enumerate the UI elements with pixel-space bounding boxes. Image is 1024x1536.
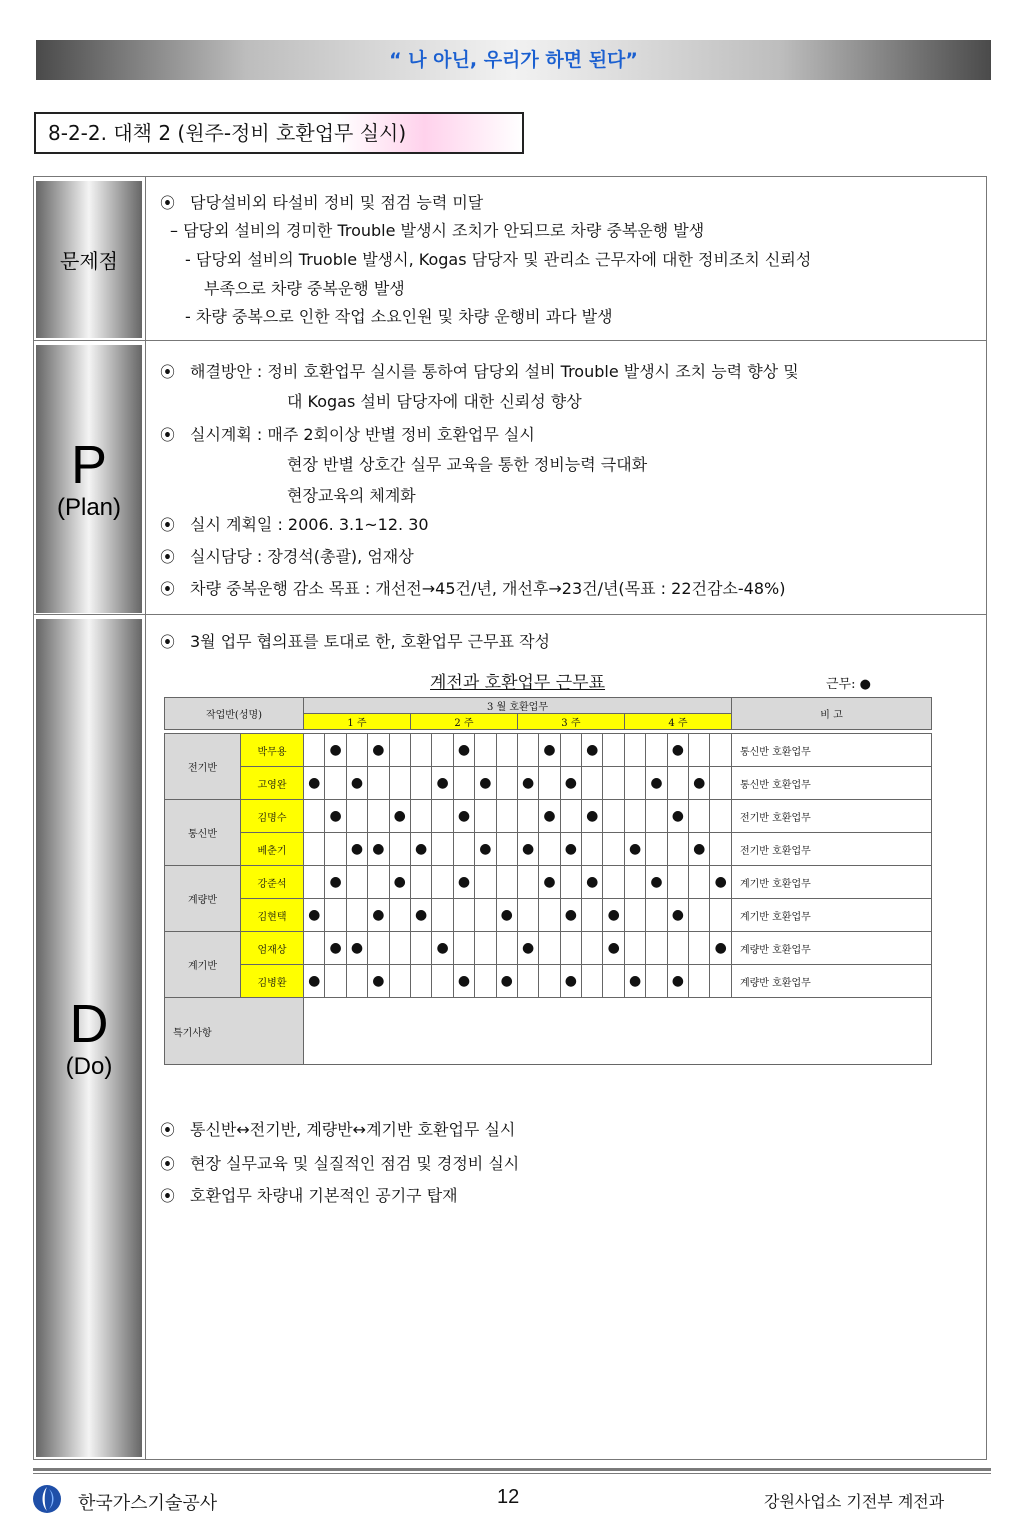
empty-cell [582,899,603,932]
empty-cell [646,800,667,833]
column-divider [145,176,146,1460]
empty-cell [710,965,732,998]
empty-cell [410,932,431,965]
month-header: 3 월 호환업무 [304,698,732,714]
empty-cell [389,932,410,965]
empty-cell [389,833,410,866]
work-dot: ● [368,899,389,932]
empty-cell [667,833,688,866]
empty-cell [432,965,453,998]
team-cell: 통신반 [165,800,241,866]
empty-cell [346,800,367,833]
worker-name: 고영완 [241,767,304,800]
work-dot: ● [432,932,453,965]
empty-cell [496,800,517,833]
work-dot: ● [624,965,645,998]
empty-cell [304,734,325,767]
work-dot: ● [475,833,496,866]
work-dot: ● [560,833,581,866]
row-divider [33,614,987,615]
week-header: 4 주 [624,714,731,730]
problem-item: - 담당외 설비의 Truoble 발생시, Kogas 담당자 및 관리소 근무자에 대한 정비조치 신뢰성 [185,250,812,269]
empty-cell [582,965,603,998]
empty-cell [517,800,538,833]
team-cell: 계기반 [165,932,241,998]
work-dot: ● [453,965,474,998]
work-dot: ● [496,965,517,998]
empty-cell [624,932,645,965]
company-logo-icon [32,1484,62,1514]
empty-cell [432,866,453,899]
empty-cell [603,767,624,800]
table-header-row [165,698,932,714]
empty-cell [475,965,496,998]
work-dot: ● [304,767,325,800]
empty-cell [346,866,367,899]
do-label-cell [36,619,142,1457]
empty-cell [389,767,410,800]
week-header: 2 주 [410,714,517,730]
empty-cell [453,767,474,800]
plan-item: ⦿ 실시담당 : 장경석(총괄), 엄재상 [160,544,414,567]
empty-cell [603,800,624,833]
empty-cell [496,932,517,965]
remarks-header: 비 고 [731,698,931,730]
empty-cell [710,800,732,833]
empty-cell [496,833,517,866]
work-dot: ● [646,767,667,800]
empty-cell [539,932,560,965]
section-title: 8-2-2. 대책 2 (원주-정비 호환업무 실시) [34,112,524,154]
empty-cell [475,899,496,932]
remark-cell: 통신반 호환업무 [731,767,931,800]
footer-rule [33,1473,991,1474]
problem-item: ⦿ 담당설비외 타설비 정비 및 점검 능력 미달 [160,190,483,213]
work-dot: ● [453,866,474,899]
empty-cell [539,899,560,932]
team-cell: 계량반 [165,866,241,932]
empty-cell [368,866,389,899]
week-header: 3 주 [517,714,624,730]
empty-cell [410,734,431,767]
work-dot: ● [667,899,688,932]
empty-cell [304,833,325,866]
slogan-banner [36,40,991,80]
schedule-legend: 근무: ● [826,677,871,692]
empty-cell [603,833,624,866]
worker-name: 김현택 [241,899,304,932]
empty-cell [496,734,517,767]
empty-cell [603,734,624,767]
empty-cell [560,866,581,899]
table-row [165,965,932,998]
empty-cell [325,899,346,932]
table-row [165,734,932,767]
empty-cell [432,833,453,866]
page-number: 12 [497,1486,520,1508]
problem-item: - 차량 중복으로 인한 작업 소요인원 및 차량 운행비 과다 발생 [185,307,613,326]
work-dot: ● [539,800,560,833]
empty-cell [689,899,710,932]
empty-cell [603,866,624,899]
empty-cell [603,965,624,998]
empty-cell [453,899,474,932]
empty-cell [410,866,431,899]
work-dot: ● [560,965,581,998]
empty-cell [410,800,431,833]
plan-item: ⦿ 해결방안 : 정비 호환업무 실시를 통하여 담당외 설비 Trouble 발생시 조치 능력 향상 및 [160,359,799,382]
work-dot: ● [603,899,624,932]
empty-cell [475,932,496,965]
empty-cell [496,767,517,800]
empty-cell [646,833,667,866]
empty-cell [325,767,346,800]
empty-cell [325,965,346,998]
empty-cell [475,800,496,833]
empty-cell [410,965,431,998]
empty-cell [646,965,667,998]
problem-item: – 담당외 설비의 경미한 Trouble 발생시 조치가 안되므로 차량 중복운행 발생 [170,221,705,240]
work-dot: ● [453,734,474,767]
work-dot: ● [389,800,410,833]
work-dot: ● [325,800,346,833]
empty-cell [624,866,645,899]
empty-cell [453,932,474,965]
do-item: ⦿ 호환업무 차량내 기본적인 공기구 탑재 [160,1183,458,1206]
empty-cell [689,734,710,767]
worker-name: 베춘기 [241,833,304,866]
empty-cell [646,899,667,932]
empty-cell [582,767,603,800]
work-dot: ● [432,767,453,800]
empty-cell [475,866,496,899]
empty-cell [432,800,453,833]
empty-cell [646,932,667,965]
work-dot: ● [710,866,732,899]
remark-cell: 통신반 호환업무 [731,734,931,767]
plan-item: ⦿ 실시계획 : 매주 2회이상 반별 정비 호환업무 실시 [160,422,535,445]
work-dot: ● [517,833,538,866]
empty-cell [582,833,603,866]
empty-cell [325,833,346,866]
worker-name: 엄재상 [241,932,304,965]
remark-cell: 전기반 호환업무 [731,800,931,833]
empty-cell [389,965,410,998]
work-dot: ● [346,767,367,800]
remark-cell: 계량반 호환업무 [731,965,931,998]
remark-cell: 계기반 호환업무 [731,866,931,899]
schedule-title: 계전과 호환업무 근무표 [430,673,606,693]
worker-name: 강준석 [241,866,304,899]
slogan-text: “ 나 아닌, 우리가 하면 된다” [389,49,638,71]
do-intro: ⦿ 3월 업무 협의표를 토대로 한, 호환업무 근무표 작성 [160,629,550,652]
empty-cell [346,899,367,932]
remark-cell: 계기반 호환업무 [731,899,931,932]
work-dot: ● [304,965,325,998]
worker-name: 김명수 [241,800,304,833]
work-dot: ● [368,734,389,767]
plan-item: 대 Kogas 설비 담당자에 대한 신뢰성 향상 [287,392,582,411]
plan-item: 현장 반별 상호간 실무 교육을 통한 정비능력 극대화 [287,455,648,474]
table-row [165,866,932,899]
work-dot: ● [304,899,325,932]
schedule-table [164,697,932,1065]
empty-cell [368,800,389,833]
empty-cell [689,866,710,899]
work-dot: ● [368,965,389,998]
plan-item: ⦿ 실시 계획일 : 2006. 3.1~12. 30 [160,512,429,535]
problem-item: 부족으로 차량 중복운행 발생 [204,279,405,298]
worker-name: 박무용 [241,734,304,767]
empty-cell [304,866,325,899]
table-row [165,932,932,965]
empty-cell [304,932,325,965]
remark-cell: 전기반 호환업무 [731,833,931,866]
work-dot: ● [582,866,603,899]
week-header: 1 주 [304,714,411,730]
work-dot: ● [496,899,517,932]
remark-cell: 계량반 호환업무 [731,932,931,965]
empty-cell [667,866,688,899]
table-row [165,899,932,932]
work-dot: ● [453,800,474,833]
empty-cell [517,899,538,932]
table-row [165,767,932,800]
empty-cell [346,734,367,767]
empty-cell [432,899,453,932]
plan-item: 현장교육의 체계화 [287,486,416,505]
work-dot: ● [410,833,431,866]
plan-label-cell [36,345,142,613]
special-notes-label: 특기사항 [165,998,304,1065]
do-sublabel: (Do) [65,1053,113,1080]
empty-cell [453,833,474,866]
empty-cell [517,965,538,998]
empty-cell [368,767,389,800]
work-dot: ● [667,800,688,833]
plan-item: ⦿ 차량 중복운행 감소 목표 : 개선전→45건/년, 개선후→23건/년(목표 : 22건감소-48%) [160,576,785,599]
do-item: ⦿ 통신반↔전기반, 계량반↔계기반 호환업무 실시 [160,1117,515,1140]
do-item: ⦿ 현장 실무교육 및 실질적인 점검 및 경정비 실시 [160,1151,519,1174]
team-cell: 전기반 [165,734,241,800]
work-dot: ● [325,932,346,965]
empty-cell [432,734,453,767]
empty-cell [624,734,645,767]
empty-cell [475,734,496,767]
work-dot: ● [603,932,624,965]
work-dot: ● [624,833,645,866]
work-dot: ● [582,800,603,833]
special-notes-cell [304,998,932,1065]
empty-cell [539,833,560,866]
empty-cell [667,932,688,965]
work-dot: ● [689,767,710,800]
plan-letter: P [70,435,108,495]
work-dot: ● [582,734,603,767]
work-dot: ● [346,833,367,866]
problem-label: 문제점 [60,249,118,273]
worker-name: 김병환 [241,965,304,998]
work-dot: ● [346,932,367,965]
empty-cell [689,800,710,833]
empty-cell [368,932,389,965]
work-dot: ● [517,932,538,965]
work-dot: ● [539,866,560,899]
empty-cell [517,734,538,767]
empty-cell [624,767,645,800]
empty-cell [496,866,517,899]
work-dot: ● [667,734,688,767]
work-dot: ● [539,734,560,767]
table-row [165,833,932,866]
empty-cell [517,866,538,899]
empty-cell [710,833,732,866]
empty-cell [410,767,431,800]
empty-cell [624,899,645,932]
work-dot: ● [646,866,667,899]
empty-cell [710,767,732,800]
work-dot: ● [560,899,581,932]
empty-cell [539,767,560,800]
work-dot: ● [325,734,346,767]
footer-department: 강원사업소 기전부 계전과 [764,1492,945,1511]
empty-cell [560,932,581,965]
empty-cell [667,767,688,800]
problem-label-cell [36,181,142,338]
work-dot: ● [389,866,410,899]
table-row [165,800,932,833]
work-dot: ● [517,767,538,800]
footer-company: 한국가스기술공사 [78,1493,218,1514]
empty-cell [539,965,560,998]
col-group-header: 작업반(성명) [165,698,304,730]
work-dot: ● [410,899,431,932]
work-dot: ● [689,833,710,866]
do-letter: D [69,994,109,1054]
work-dot: ● [560,767,581,800]
work-dot: ● [667,965,688,998]
empty-cell [624,800,645,833]
empty-cell [689,965,710,998]
empty-cell [710,734,732,767]
special-notes-row [165,998,932,1065]
work-dot: ● [475,767,496,800]
empty-cell [346,965,367,998]
empty-cell [389,734,410,767]
footer-rule [33,1468,991,1471]
empty-cell [560,800,581,833]
empty-cell [304,800,325,833]
empty-cell [582,932,603,965]
plan-sublabel: (Plan) [56,494,122,521]
empty-cell [560,734,581,767]
empty-cell [646,734,667,767]
work-dot: ● [368,833,389,866]
empty-cell [389,899,410,932]
work-dot: ● [325,866,346,899]
work-dot: ● [710,932,732,965]
row-divider [33,340,987,341]
empty-cell [710,899,732,932]
empty-cell [689,932,710,965]
